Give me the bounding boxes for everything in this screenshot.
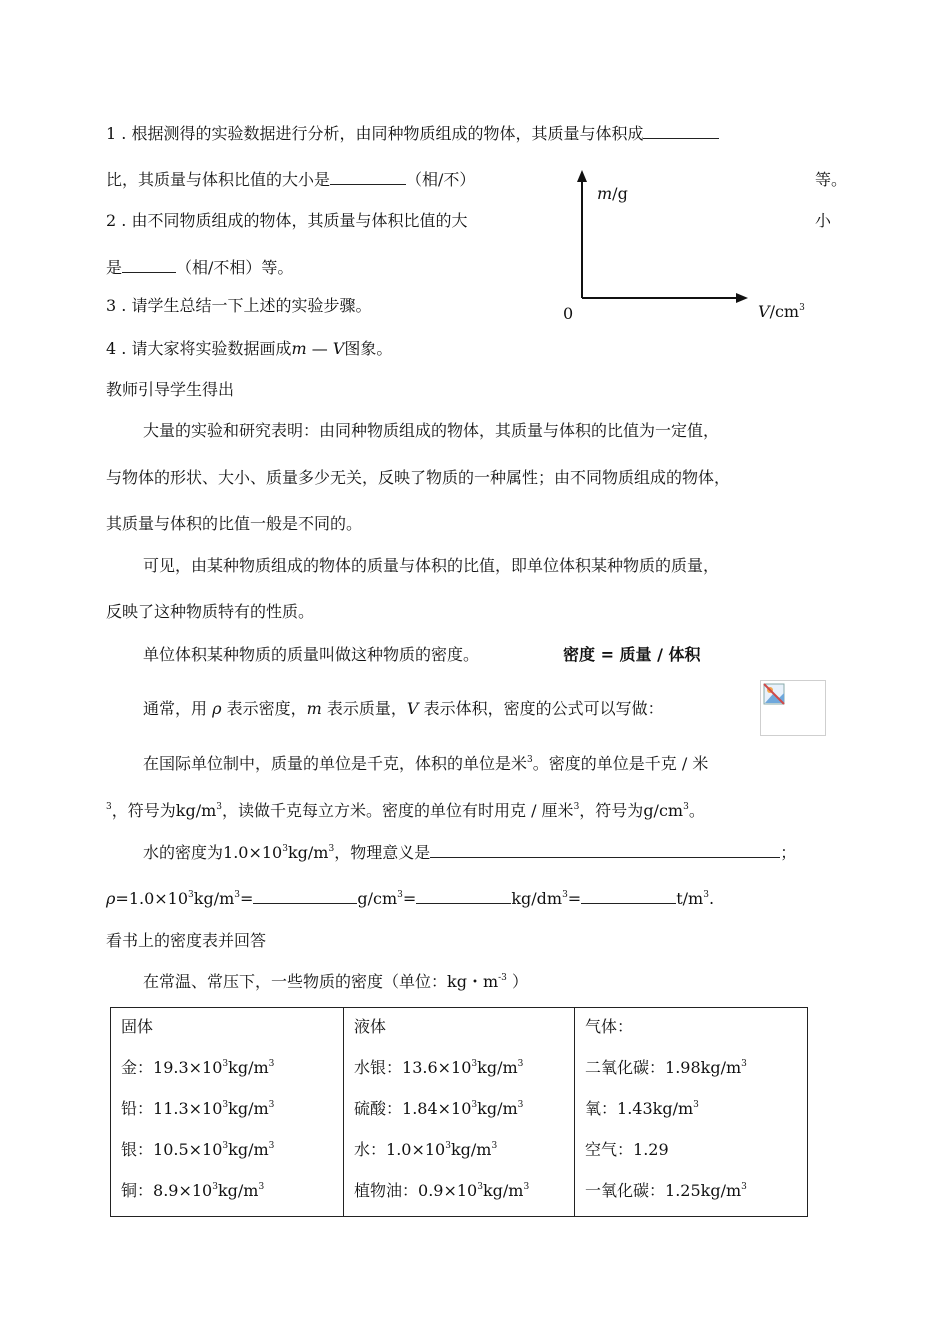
- item-1-line-2: [106, 170, 475, 190]
- solid-row: [121, 1137, 333, 1178]
- liquid-header-text: 液体: [354, 1017, 387, 1036]
- liquid-val: 1.84×10: [402, 1099, 472, 1118]
- liquid-header: [354, 1014, 564, 1055]
- solid-unit: kg/m: [228, 1140, 269, 1159]
- gas-name: 二氧化碳：: [585, 1058, 666, 1077]
- caption-sup: -3: [498, 973, 507, 983]
- conv-blank-3[interactable]: [581, 889, 676, 904]
- gas-unit-exp: 3: [741, 1059, 747, 1069]
- y-axis-label: [597, 184, 628, 204]
- y-label-m: m: [597, 184, 613, 203]
- liquid-name: 硫酸：: [354, 1099, 403, 1118]
- liquid-column: [344, 1008, 575, 1217]
- teacher-guide: [106, 380, 234, 400]
- water-line: [143, 843, 796, 863]
- water-unit: kg/m: [287, 843, 329, 862]
- x-label-v: V: [758, 302, 770, 321]
- solid-unit: kg/m: [228, 1058, 269, 1077]
- gas-row: [585, 1096, 797, 1137]
- gas-unit-exp: 3: [693, 1100, 699, 1110]
- unit-g-cm3: g/cm: [643, 801, 684, 820]
- para-2-text-2: 反映了这种物质特有的性质。: [106, 602, 315, 621]
- conv-sup2: 3: [234, 890, 240, 900]
- item-3: [106, 296, 371, 316]
- liquid-val: 1.0×10: [386, 1140, 446, 1159]
- para-2-line-1: [143, 556, 719, 576]
- conv-g: =: [567, 889, 582, 908]
- solid-val: 8.9×10: [153, 1181, 213, 1200]
- book-prompt: [106, 931, 266, 951]
- units-text-2b: ，读做千克每立方米。密度的单位有时用克 / 厘米: [221, 801, 574, 820]
- liquid-row: [354, 1096, 564, 1137]
- units-sup-2d: 3: [683, 802, 689, 812]
- gas-val: 1.29: [633, 1140, 669, 1159]
- definition-line: [143, 645, 479, 665]
- gas-column: [575, 1008, 808, 1217]
- liquid-exp: 3: [471, 1100, 478, 1110]
- units-text-1b: 。密度的单位是千克 / 米: [532, 754, 709, 773]
- conv-sup4: 3: [562, 890, 568, 900]
- conv-e: =: [402, 889, 417, 908]
- water-text-a: 水的密度为: [143, 843, 224, 862]
- solid-column: [111, 1008, 344, 1217]
- para-1-line-3: [106, 514, 362, 534]
- units-sup-2c: 3: [573, 802, 580, 812]
- symbol-rho: ρ: [212, 699, 222, 718]
- definition-text: 单位体积某种物质的质量叫做这种物质的密度。: [143, 645, 480, 664]
- para-1-line-2: [106, 468, 730, 488]
- solid-val: 10.5×10: [153, 1140, 223, 1159]
- units-text-2a: ，符号为: [111, 801, 176, 820]
- item-1-text: 1 . 根据测得的实验数据进行分析，由同种物质组成的物体，其质量与体积成: [106, 124, 644, 143]
- units-line-1: [143, 754, 708, 774]
- item-4-v: V: [332, 339, 345, 358]
- gas-header: [585, 1014, 797, 1055]
- item-2-text-3: （相/不相）等。: [176, 258, 294, 277]
- solid-exp: 3: [222, 1100, 229, 1110]
- symbols-t3: 表示质量，: [326, 699, 407, 718]
- symbol-m: m: [306, 699, 322, 718]
- units-text-2d: 。: [688, 801, 705, 820]
- solid-unit-exp: 3: [268, 1100, 275, 1110]
- liquid-unit: kg/m: [450, 1140, 492, 1159]
- density-formula-text: 密度 = 质量 / 体积: [563, 645, 701, 664]
- item-1-option: （相/不）: [406, 170, 476, 189]
- item-2-text: 2 . 由不同物质组成的物体，其质量与体积比值的大: [106, 211, 468, 230]
- item-1-line-1: [106, 124, 719, 144]
- para-1-line-1: [143, 421, 719, 441]
- conv-i: .: [708, 889, 715, 908]
- item-2-text-2: 是: [106, 258, 123, 277]
- conv-rho: ρ: [106, 889, 116, 908]
- item-3-text: 3 . 请学生总结一下上述的实验步骤。: [106, 296, 372, 315]
- conversion-line: [106, 889, 714, 909]
- units-line-2: [106, 801, 705, 821]
- conv-sup3: 3: [397, 890, 403, 900]
- gas-row: [585, 1137, 797, 1178]
- broken-image-icon: [763, 683, 787, 707]
- x-label-sup: 3: [799, 303, 805, 313]
- caption-text-b: ）: [506, 972, 529, 991]
- units-sup-2a: 3: [106, 802, 112, 812]
- symbols-t2: 表示密度，: [226, 699, 307, 718]
- liquid-row: [354, 1137, 564, 1178]
- solid-unit-exp: 3: [258, 1182, 265, 1192]
- item-4: [106, 339, 392, 359]
- liquid-unit-exp: 3: [491, 1141, 498, 1151]
- liquid-val: 0.9×10: [418, 1181, 478, 1200]
- liquid-unit-exp: 3: [517, 1100, 524, 1110]
- liquid-exp: 3: [477, 1182, 483, 1192]
- item-2-line-1: [106, 211, 467, 231]
- gas-val: 1.25kg/m: [665, 1181, 742, 1200]
- symbols-line: [143, 699, 664, 719]
- liquid-name: 水银：: [354, 1058, 403, 1077]
- solid-header-text: 固体: [121, 1017, 154, 1036]
- solid-unit-exp: 3: [268, 1141, 275, 1151]
- liquid-unit: kg/m: [477, 1058, 518, 1077]
- units-text-1a: 在国际单位制中，质量的单位是千克，体积的单位是米: [143, 754, 528, 773]
- para-1-text-2: 与物体的形状、大小、质量多少无关，反映了物质的一种属性；由不同物质组成的物体，: [106, 468, 731, 487]
- conv-sup1: 3: [188, 890, 194, 900]
- solid-row: [121, 1096, 333, 1137]
- solid-row: [121, 1178, 333, 1208]
- y-label-unit: /g: [612, 184, 628, 203]
- water-value: 1.0×10: [223, 843, 283, 862]
- gas-name: 氧：: [585, 1099, 618, 1118]
- x-axis-label: [758, 302, 805, 322]
- liquid-row: [354, 1178, 564, 1208]
- symbols-t4: 表示体积，密度的公式可以写做：: [423, 699, 664, 718]
- table-row: [111, 1008, 808, 1217]
- item-4-text: 4 . 请大家将实验数据画成: [106, 339, 292, 358]
- conv-a: =1.0×10: [115, 889, 189, 908]
- conv-d: g/cm: [357, 889, 398, 908]
- item-4-suffix: 图象。: [344, 339, 393, 358]
- conv-b: kg/m: [193, 889, 235, 908]
- gas-name: 空气：: [585, 1140, 634, 1159]
- blank-2[interactable]: [330, 170, 406, 185]
- para-2-line-2: [106, 602, 314, 622]
- gas-val: 1.43kg/m: [617, 1099, 694, 1118]
- m-v-graph: [555, 168, 815, 328]
- water-end: ；: [780, 843, 797, 862]
- gas-row: [585, 1178, 797, 1208]
- water-unit-sup: 3: [328, 844, 335, 854]
- item-2-line-2: [106, 258, 293, 278]
- solid-val: 19.3×10: [153, 1058, 223, 1077]
- para-1-text-1: 大量的实验和研究表明：由同种物质组成的物体，其质量与体积的比值为一定值，: [143, 421, 720, 440]
- units-text-2c: ，符号为: [579, 801, 644, 820]
- table-caption: [143, 972, 528, 992]
- density-formula: [563, 645, 701, 665]
- liquid-name: 植物油：: [354, 1181, 419, 1200]
- solid-name: 铜：: [121, 1181, 154, 1200]
- item-4-m: m: [291, 339, 307, 358]
- para-2-text-1: 可见，由某种物质组成的物体的质量与体积的比值，即单位体积某种物质的质量，: [143, 556, 720, 575]
- teacher-guide-text: 教师引导学生得出: [106, 380, 235, 399]
- conv-sup5: 3: [703, 890, 709, 900]
- liquid-unit: kg/m: [477, 1099, 518, 1118]
- gas-header-text: 气体：: [585, 1017, 634, 1036]
- solid-exp: 3: [222, 1141, 229, 1151]
- blank-3[interactable]: [122, 258, 176, 273]
- item-1-text-2: 比，其质量与体积比值的大小是: [106, 170, 331, 189]
- origin-label: [563, 304, 573, 324]
- solid-name: 铅：: [121, 1099, 154, 1118]
- y-axis-arrow: [577, 170, 587, 182]
- gas-name: 一氧化碳：: [585, 1181, 666, 1200]
- solid-row: [121, 1055, 333, 1096]
- symbol-v: V: [406, 699, 419, 718]
- solid-unit-exp: 3: [268, 1059, 275, 1069]
- liquid-val: 13.6×10: [402, 1058, 472, 1077]
- para-1-text-3: 其质量与体积的比值一般是不同的。: [106, 514, 363, 533]
- gas-row: [585, 1055, 797, 1096]
- caption-text-a: 在常温、常压下，一些物质的密度（单位：: [143, 972, 448, 991]
- x-label-unit: /cm: [769, 302, 800, 321]
- water-text-b: ，物理意义是: [334, 843, 431, 862]
- liquid-row: [354, 1055, 564, 1096]
- liquid-exp: 3: [471, 1059, 478, 1069]
- solid-name: 银：: [121, 1140, 154, 1159]
- blank-1[interactable]: [643, 124, 719, 139]
- water-meaning-blank[interactable]: [430, 843, 780, 858]
- symbols-t1: 通常，用: [143, 699, 208, 718]
- solid-unit: kg/m: [228, 1099, 269, 1118]
- origin-text: 0: [563, 304, 574, 323]
- solid-exp: 3: [222, 1059, 229, 1069]
- liquid-unit: kg/m: [482, 1181, 524, 1200]
- conv-h: t/m: [676, 889, 704, 908]
- water-sup: 3: [282, 844, 288, 854]
- item-4-dash: —: [306, 339, 333, 358]
- unit-kg-m3: kg/m: [175, 801, 217, 820]
- solid-name: 金：: [121, 1058, 154, 1077]
- conv-c: =: [240, 889, 254, 908]
- book-prompt-text: 看书上的密度表并回答: [106, 931, 267, 950]
- liquid-unit-exp: 3: [517, 1059, 524, 1069]
- units-sup-2b: 3: [216, 802, 222, 812]
- liquid-unit-exp: 3: [523, 1182, 530, 1192]
- conv-blank-1[interactable]: [253, 889, 357, 904]
- density-table: [110, 1007, 808, 1217]
- formula-image-placeholder: [760, 680, 826, 736]
- conv-f: kg/dm: [511, 889, 563, 908]
- units-sup-1: 3: [527, 755, 533, 765]
- gas-unit-exp: 3: [741, 1182, 747, 1192]
- liquid-name: 水：: [354, 1140, 387, 1159]
- solid-header: [121, 1014, 333, 1055]
- gas-val: 1.98kg/m: [665, 1058, 742, 1077]
- item-1-end: [815, 170, 847, 190]
- caption-unit: kg・m: [447, 972, 499, 991]
- solid-val: 11.3×10: [153, 1099, 223, 1118]
- x-axis-arrow: [736, 293, 748, 303]
- conv-blank-2[interactable]: [416, 889, 511, 904]
- liquid-exp: 3: [445, 1141, 451, 1151]
- solid-unit: kg/m: [217, 1181, 259, 1200]
- item-2-continue-text: 小: [815, 211, 832, 230]
- item-1-end-text: 等。: [815, 170, 848, 189]
- solid-exp: 3: [212, 1182, 218, 1192]
- item-2-continue: [815, 211, 831, 231]
